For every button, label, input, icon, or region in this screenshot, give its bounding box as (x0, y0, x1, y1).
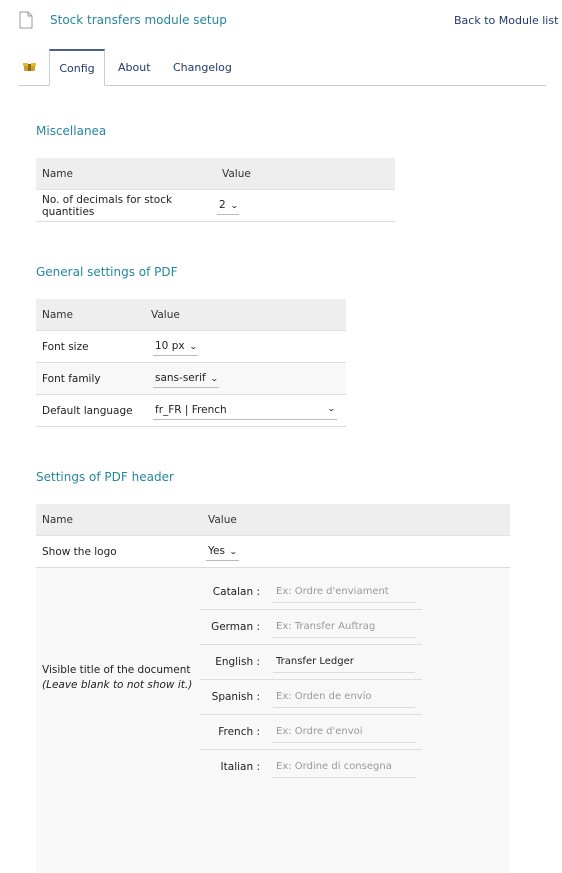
tab-about[interactable]: About (118, 49, 151, 85)
column-header-value: Value (202, 504, 510, 536)
module-icon (23, 61, 36, 72)
chevron-down-icon: ⌄ (189, 342, 198, 351)
section-title-miscellanea: Miscellanea (36, 124, 106, 138)
tab-config[interactable]: Config (49, 49, 105, 86)
table-row (36, 363, 346, 395)
pdf-general-table (36, 299, 346, 427)
column-header-name: Name (36, 504, 202, 536)
column-header-value: Value (216, 158, 395, 190)
section-title-pdf-header: Settings of PDF header (36, 470, 174, 484)
visible-title-setting (36, 568, 202, 873)
language-row (200, 715, 422, 750)
setting-hint: (Leave blank to not show it.) (42, 678, 202, 693)
column-header-name: Name (36, 299, 145, 331)
tab-changelog[interactable]: Changelog (173, 49, 232, 85)
language-label: Catalan : (200, 575, 260, 609)
chevron-down-icon: ⌄ (229, 547, 238, 556)
language-label: French : (200, 715, 260, 749)
chevron-down-icon: ⌄ (230, 201, 239, 210)
language-row (200, 610, 422, 645)
title-input-catalan[interactable] (273, 580, 415, 603)
chevron-down-icon: ⌄ (210, 374, 219, 383)
title-input-spanish[interactable] (273, 685, 415, 708)
column-header-name: Name (36, 158, 216, 190)
setting-name: No. of decimals for stock quantities (36, 190, 216, 222)
title-input-german[interactable] (273, 615, 415, 638)
column-header-value: Value (145, 299, 346, 331)
decimals-select[interactable] (217, 197, 239, 215)
show-logo-select-value: Yes (208, 545, 225, 557)
table-row (36, 395, 346, 427)
table-header-row (36, 299, 346, 331)
chevron-down-icon: ⌄ (327, 404, 336, 413)
language-row (200, 680, 422, 715)
language-row (200, 750, 422, 784)
back-to-module-list-link[interactable]: Back to Module list (454, 14, 558, 27)
setting-name: Default language (36, 395, 145, 427)
section-title-pdf-general: General settings of PDF (36, 265, 178, 279)
table-row (36, 190, 395, 222)
document-icon (19, 11, 33, 29)
miscellanea-table (36, 158, 395, 222)
show-logo-select[interactable] (206, 543, 239, 561)
default-language-select[interactable] (153, 402, 337, 420)
setting-name: Font family (36, 363, 145, 395)
visible-title-languages (200, 575, 510, 768)
setting-name: Font size (36, 331, 145, 363)
language-row (200, 645, 422, 680)
decimals-select-value: 2 (219, 199, 226, 211)
font-family-select-value: sans-serif (155, 372, 206, 384)
language-label: Italian : (200, 750, 260, 784)
tab-bar (19, 49, 546, 86)
table-row (36, 536, 510, 568)
table-row (36, 331, 346, 363)
table-header-row (36, 158, 395, 190)
table-header-row (36, 504, 510, 536)
language-label: English : (200, 645, 260, 679)
title-input-italian[interactable] (273, 755, 415, 778)
default-language-select-value: fr_FR | French (155, 404, 227, 416)
setting-name: Visible title of the document (42, 663, 202, 678)
language-label: Spanish : (200, 680, 260, 714)
page-title: Stock transfers module setup (50, 13, 227, 27)
language-row (200, 575, 422, 610)
font-size-select-value: 10 px (155, 340, 185, 352)
setting-name: Show the logo (36, 536, 202, 568)
font-family-select[interactable] (153, 370, 219, 388)
language-label: German : (200, 610, 260, 644)
title-input-french[interactable] (273, 720, 415, 743)
title-input-english[interactable] (273, 650, 415, 673)
font-size-select[interactable] (153, 338, 198, 356)
